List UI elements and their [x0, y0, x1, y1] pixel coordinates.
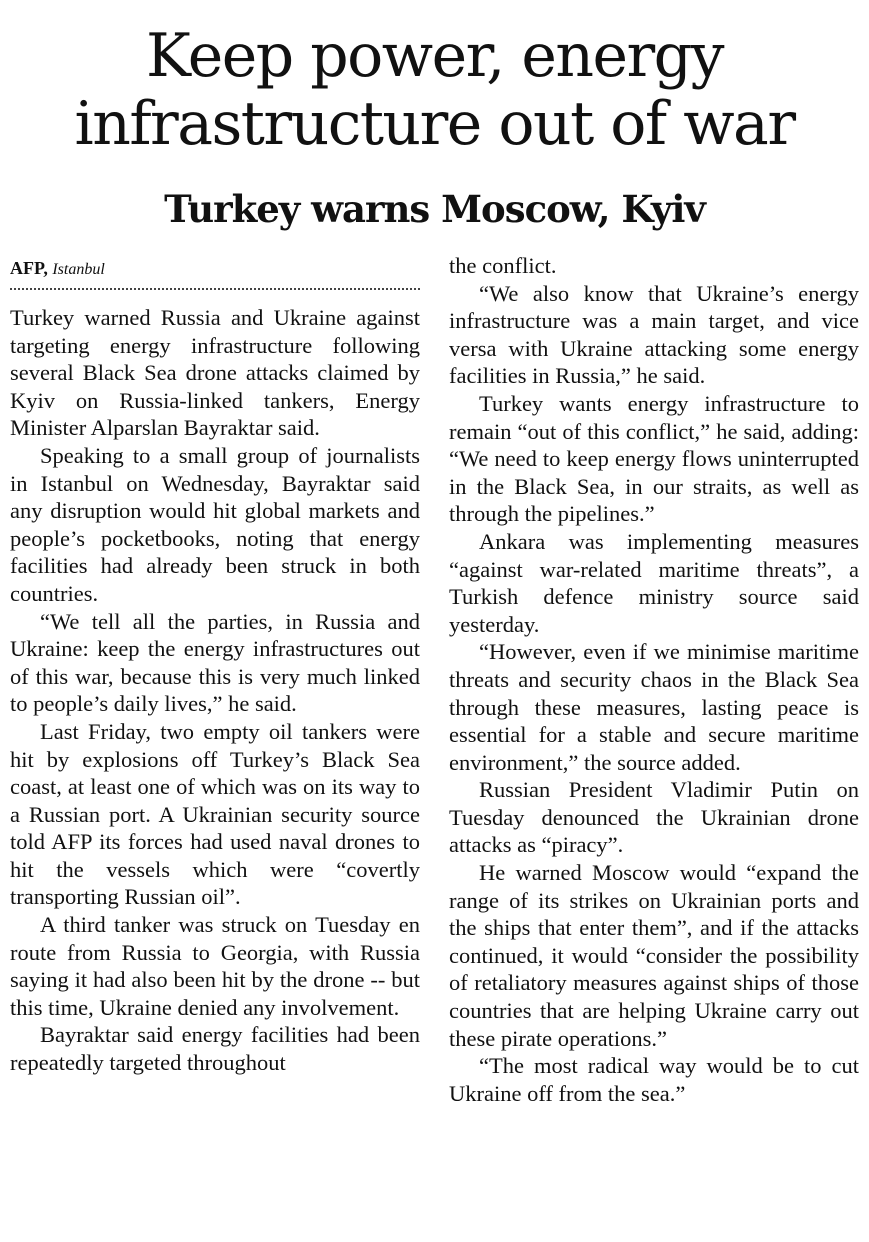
- article-column-left: [10, 252, 420, 1237]
- byline: [10, 252, 420, 284]
- article-paragraph-12: He warned Moscow would “expand the range of its strikes on Ukrainian ports and the ships that enter them”, and if the attacks continued, it would “consider the possibility of retaliatory measures against ships of those countries that are helping Ukraine carry out these pirate operations.”: [449, 860, 859, 1051]
- byline-divider: [10, 288, 420, 290]
- article-paragraph-5: A third tanker was struck on Tuesday en route from Russia to Georgia, with Russia saying it had also been hit by the drone -- but this time, Ukraine denied any involvement.: [10, 912, 420, 1020]
- headline: [0, 22, 869, 158]
- article-paragraph-10: “However, even if we minimise maritime threats and security chaos in the Black Sea through these measures, lasting peace is essential for a stable and secure maritime environment,” the source added.: [449, 639, 859, 775]
- article-paragraph-2: Speaking to a small group of journalists in Istanbul on Wednesday, Bayraktar said any disruption would hit global markets and people’s pocketbooks, noting that energy facilities had already been struck in both countries.: [10, 442, 420, 606]
- article-paragraph-6: Bayraktar said energy facilities had been repeatedly targeted throughout: [10, 1022, 420, 1076]
- article-paragraph-11: Russian President Vladimir Putin on Tuesday denounced the Ukrainian drone attacks as “piracy”.: [449, 777, 859, 858]
- article-paragraph-1: Turkey warned Russia and Ukraine against targeting energy infrastructure following several Black Sea drone attacks claimed by Kyiv on Russia-linked tankers, Energy Minister Alparslan Bayraktar said.: [10, 305, 420, 441]
- headline-line-1: Keep power, energy: [146, 21, 723, 91]
- byline-agency: AFP,: [10, 258, 48, 278]
- headline-line-2: infrastructure out of war: [74, 89, 795, 159]
- subheadline: Turkey warns Moscow, Kyiv: [164, 187, 705, 231]
- article-column-right: [449, 252, 859, 1237]
- article-paragraph-6-continued: the conflict.: [449, 253, 557, 278]
- article-paragraph-7: “We also know that Ukraine’s energy infrastructure was a main target, and vice versa with Ukraine attacking some energy facilities in Russia,” he said.: [449, 280, 859, 389]
- article-paragraph-9: Ankara was implementing measures “against war-related maritime threats”, a Turkish defence ministry source said yesterday.: [449, 528, 859, 637]
- article-paragraph-13: “The most radical way would be to cut Ukraine off from the sea.”: [449, 1053, 859, 1106]
- article-paragraph-8: Turkey wants energy infrastructure to remain “out of this conflict,” he said, adding: “We need to keep energy flows uninterrupted in the Black Sea, in our straits, as well as through the pipelines.”: [449, 390, 859, 527]
- article-paragraph-4: Last Friday, two empty oil tankers were hit by explosions off Turkey’s Black Sea coast, at least one of which was on its way to a Russian port. A Ukrainian security source told AFP its forces had used naval drones to hit the vessels which were “covertly transporting Russian oil”.: [10, 718, 420, 910]
- article-paragraph-3: “We tell all the parties, in Russia and Ukraine: keep the energy infrastructures out of this war, because this is very much linked to people’s daily lives,” he said.: [10, 608, 420, 717]
- byline-place: Istanbul: [52, 261, 105, 278]
